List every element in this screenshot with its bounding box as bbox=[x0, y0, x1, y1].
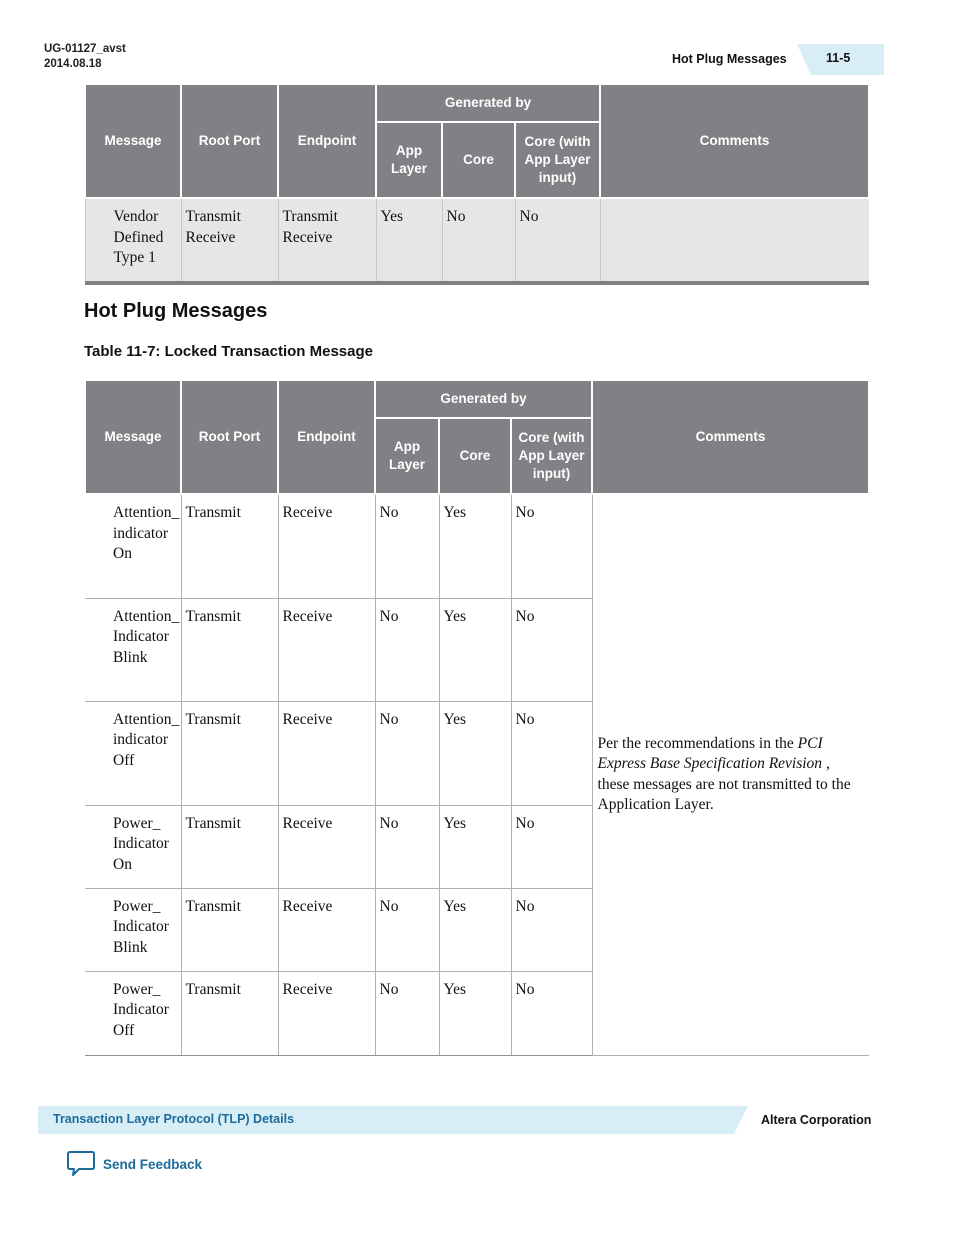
cell-core-with-app: No bbox=[511, 598, 592, 701]
cell-core-with-app: No bbox=[511, 494, 592, 598]
header-message: Message bbox=[85, 84, 181, 198]
cell-comments bbox=[600, 198, 869, 283]
table-caption: Table 11-7: Locked Transaction Message bbox=[84, 343, 373, 360]
cell-core: Yes bbox=[439, 701, 511, 805]
cell-endpoint: Receive bbox=[278, 598, 375, 701]
header-app-layer: App Layer bbox=[375, 418, 439, 494]
document-id: UG-01127_avst bbox=[44, 43, 126, 55]
send-feedback-button[interactable] bbox=[66, 1150, 202, 1178]
header-generated-by: Generated by bbox=[376, 84, 600, 122]
cell-message: Power_ Indicator Blink bbox=[85, 888, 181, 971]
cell-app-layer: No bbox=[375, 888, 439, 971]
cell-app-layer: Yes bbox=[376, 198, 442, 283]
cell-core-with-app: No bbox=[511, 888, 592, 971]
table-row bbox=[85, 494, 869, 598]
header-core-with-app: Core (with App Layer input) bbox=[511, 418, 592, 494]
cell-endpoint: Receive bbox=[278, 494, 375, 598]
cell-app-layer: No bbox=[375, 805, 439, 888]
cell-message: Power_ Indicator Off bbox=[85, 971, 181, 1055]
cell-core: Yes bbox=[439, 805, 511, 888]
cell-app-layer: No bbox=[375, 971, 439, 1055]
header-app-layer: App Layer bbox=[376, 122, 442, 198]
cell-endpoint: Receive bbox=[278, 888, 375, 971]
chapter-link[interactable]: Transaction Layer Protocol (TLP) Details bbox=[53, 1112, 295, 1126]
header-endpoint: Endpoint bbox=[278, 84, 376, 198]
cell-comments bbox=[592, 494, 869, 1055]
cell-app-layer: No bbox=[375, 494, 439, 598]
running-header-section: Hot Plug Messages bbox=[672, 52, 787, 66]
section-title: Hot Plug Messages bbox=[84, 300, 268, 322]
cell-root-port: Transmit bbox=[181, 888, 278, 971]
cell-message: Power_ Indicator On bbox=[85, 805, 181, 888]
header-core-with-app: Core (with App Layer input) bbox=[515, 122, 600, 198]
continued-message-table bbox=[84, 83, 870, 285]
page-number: 11-5 bbox=[826, 51, 851, 65]
cell-root-port: Transmit bbox=[181, 805, 278, 888]
header-message: Message bbox=[85, 380, 181, 494]
document-date: 2014.08.18 bbox=[44, 58, 102, 70]
cell-endpoint: Transmit Receive bbox=[278, 198, 376, 283]
comment-suffix: , these messages are not transmitted to the Application Layer. bbox=[597, 755, 851, 814]
cell-root-port: Transmit bbox=[181, 701, 278, 805]
hot-plug-message-table bbox=[84, 379, 870, 1056]
cell-core-with-app: No bbox=[511, 805, 592, 888]
cell-core: No bbox=[442, 198, 515, 283]
cell-root-port: Transmit bbox=[181, 494, 278, 598]
header-comments: Comments bbox=[592, 380, 869, 494]
comment-prefix: Per the recommendations in the bbox=[597, 734, 798, 752]
cell-app-layer: No bbox=[375, 598, 439, 701]
cell-core: Yes bbox=[439, 598, 511, 701]
send-feedback-label: Send Feedback bbox=[103, 1156, 203, 1172]
table-row bbox=[85, 198, 869, 283]
cell-message: Attention_ indicator Off bbox=[85, 701, 181, 805]
cell-endpoint: Receive bbox=[278, 971, 375, 1055]
header-generated-by: Generated by bbox=[375, 380, 592, 418]
cell-core: Yes bbox=[439, 494, 511, 598]
header-endpoint: Endpoint bbox=[278, 380, 375, 494]
header-core: Core bbox=[442, 122, 515, 198]
speech-bubble-icon bbox=[66, 1150, 96, 1178]
cell-message: Vendor Defined Type 1 bbox=[85, 198, 181, 283]
cell-core: Yes bbox=[439, 888, 511, 971]
cell-root-port: Transmit bbox=[181, 598, 278, 701]
cell-message: Attention_ indicator On bbox=[85, 494, 181, 598]
cell-core-with-app: No bbox=[515, 198, 600, 283]
header-root-port: Root Port bbox=[181, 84, 278, 198]
cell-root-port: Transmit bbox=[181, 971, 278, 1055]
cell-core: Yes bbox=[439, 971, 511, 1055]
cell-app-layer: No bbox=[375, 701, 439, 805]
cell-endpoint: Receive bbox=[278, 805, 375, 888]
company-name: Altera Corporation bbox=[761, 1113, 872, 1127]
header-core: Core bbox=[439, 418, 511, 494]
header-comments: Comments bbox=[600, 84, 869, 198]
cell-root-port: Transmit Receive bbox=[181, 198, 278, 283]
spec-title: PCI Express Base Specification Revision bbox=[597, 734, 823, 773]
header-root-port: Root Port bbox=[181, 380, 278, 494]
document-id-block bbox=[44, 42, 126, 72]
cell-message: Attention_ Indicator Blink bbox=[85, 598, 181, 701]
cell-endpoint: Receive bbox=[278, 701, 375, 805]
cell-core-with-app: No bbox=[511, 701, 592, 805]
cell-core-with-app: No bbox=[511, 971, 592, 1055]
